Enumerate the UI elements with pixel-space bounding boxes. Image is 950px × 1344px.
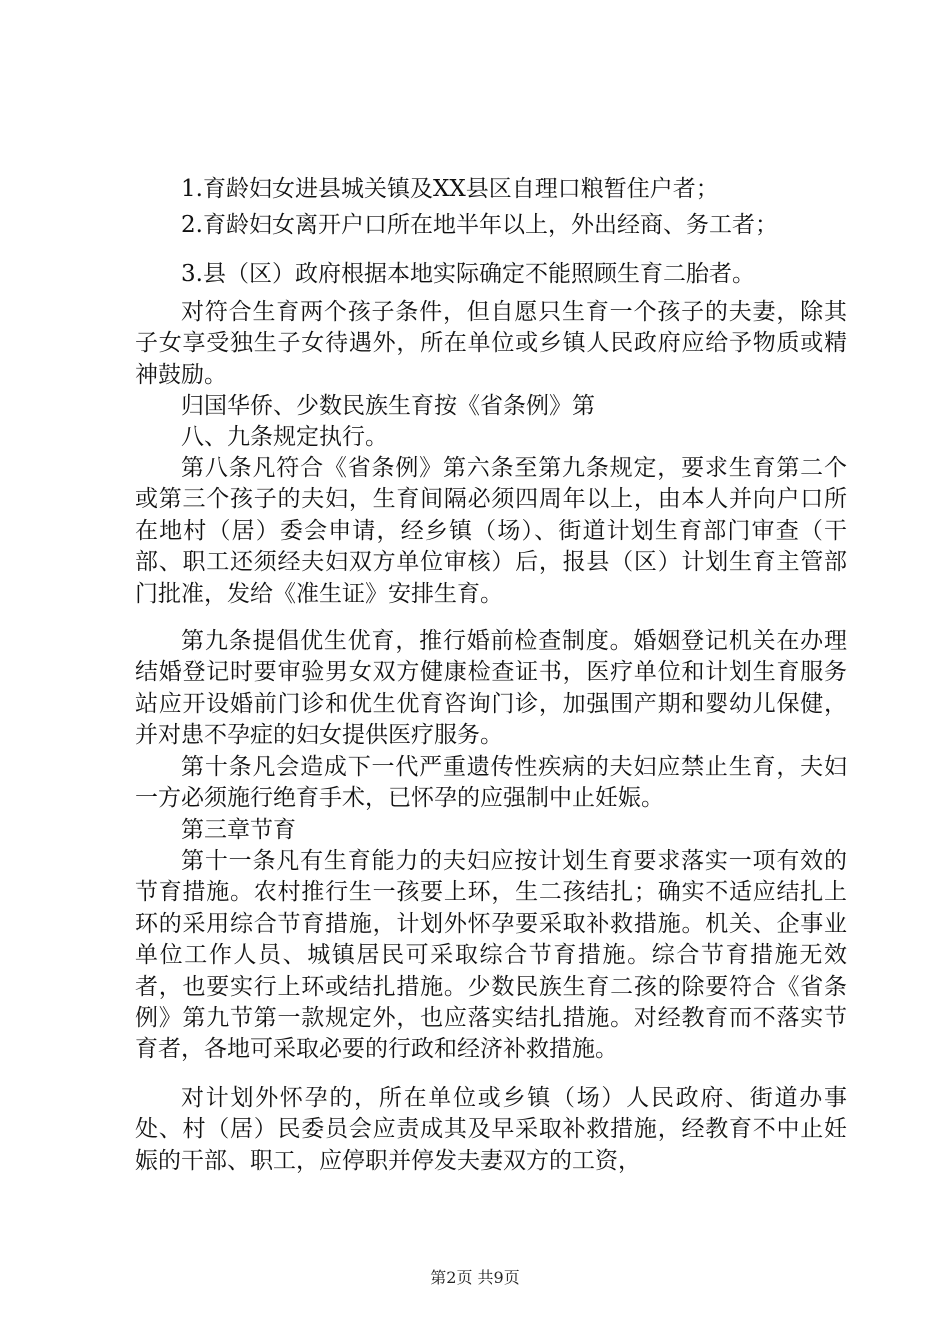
chapter-3-heading: 第三章节育 — [181, 817, 296, 843]
list-item-1: 1.育龄妇女进县城关镇及XX县区自理口粮暂住户者； — [181, 176, 719, 202]
paragraph-overseas-chinese: 归国华侨、少数民族生育按《省条例》第 — [181, 393, 595, 419]
page-footer: 第2页 共9页 — [430, 1268, 520, 1287]
list-item-2: 2.育龄妇女离开户口所在地半年以上，外出经商、务工者； — [181, 212, 778, 238]
article-8: 第八条凡符合《省条例》第六条至第九条规定，要求生育第二个或第三个孩子的夫妇，生育间隔必须四周年以上，由本人并向户口所在地村（居）委会申请，经乡镇（场）、街道计划生育部门审查（干部、职工还须经夫妇双方单位审核）后，报县（区）计划生育主管部门批准，发给《准生证》安排生育。 — [135, 455, 847, 607]
list-item-3: 3.县（区）政府根据本地实际确定不能照顾生育二胎者。 — [181, 261, 755, 287]
article-10: 第十条凡会造成下一代严重遗传性疾病的夫妇应禁止生育，夫妇一方必须施行绝育手术，已怀孕的应强制中止妊娠。 — [135, 754, 847, 812]
article-11: 第十一条凡有生育能力的夫妇应按计划生育要求落实一项有效的节育措施。农村推行生一孩要上环，生二孩结扎；确实不适应结扎上环的采用综合节育措施，计划外怀孕要采取补救措施。机关、企事业单位工作人员、城镇居民可采取综合节育措施。综合节育措施无效者，也要实行上环或结扎措施。少数民族生育二孩的除要符合《省条例》第九节第一款规定外，也应落实结扎措施。对经教育而不落实节育者，各地可采取必要的行政和经济补救措施。 — [135, 848, 847, 1063]
paragraph-article-reference: 八、九条规定执行。 — [181, 424, 388, 450]
paragraph-remedial-measures: 对计划外怀孕的，所在单位或乡镇（场）人民政府、街道办事处、村（居）民委员会应责成其及早采取补救措施，经教育不中止妊娠的干部、职工，应停职并停发夫妻双方的工资， — [135, 1085, 847, 1174]
paragraph-encouragement: 对符合生育两个孩子条件，但自愿只生育一个孩子的夫妻，除其子女享受独生子女待遇外，所在单位或乡镇人民政府应给予物质或精神鼓励。 — [135, 299, 847, 388]
article-9: 第九条提倡优生优育，推行婚前检查制度。婚姻登记机关在办理结婚登记时要审验男女双方健康检查证书，医疗单位和计划生育服务站应开设婚前门诊和优生优育咨询门诊，加强围产期和婴幼儿保健，并对患不孕症的妇女提供医疗服务。 — [135, 628, 847, 749]
